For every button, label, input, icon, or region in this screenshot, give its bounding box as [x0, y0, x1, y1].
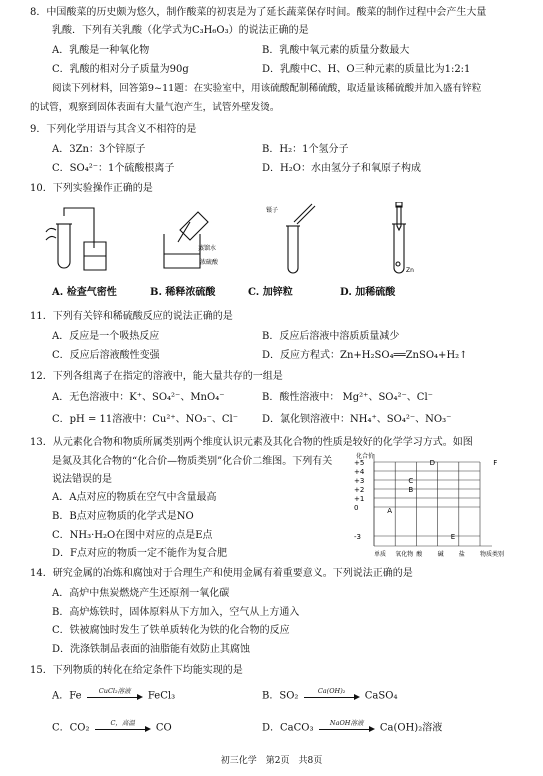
q8-option-a: A．乳酸是一种氧化物: [52, 45, 150, 56]
airtightness-apparatus-icon: [46, 208, 106, 270]
q11-option-d: D．反应方程式：Zn+H₂SO₄══ZnSO₄+H₂↑: [262, 350, 468, 361]
q13-option-b: B．B点对应物质的化学式是NO: [52, 511, 194, 522]
q9-option-c: C．SO₄²⁻：1个硫酸根离子: [52, 163, 175, 174]
chart-point-label: D: [429, 459, 435, 467]
q14-option-b: B．高炉炼铁时，固体原料从下方加入，空气从上方通入: [52, 607, 300, 618]
q15-option-b: B．SO₂ Ca(OH)₂ CaSO₄: [262, 687, 398, 702]
y-tick-label: +4: [354, 468, 365, 476]
reading-line1: 阅读下列材料，回答第9~11题：在实验室中，用该硫酸配制稀硫酸，取适量该稀硫酸并加入盛有锌粒: [52, 83, 482, 94]
q11-option-b: B．反应后溶液中溶质质量减少: [262, 331, 400, 342]
reaction-arrow-icon: C，高温: [93, 721, 153, 735]
q10-option-b: B. 稀释浓硫酸: [150, 287, 216, 298]
label-conc-acid: 浓硫酸: [200, 259, 219, 266]
q13-option-a: A．A点对应的物质在空气中含量最高: [52, 492, 217, 503]
y-tick-label: +1: [354, 495, 365, 503]
q15-option-a: A．Fe CuCl₂溶液 FeCl₃: [52, 687, 176, 702]
y-tick-label: +5: [354, 459, 365, 467]
q15-option-c: C．CO₂ C，高温 CO: [52, 719, 172, 734]
q15-option-d: D．CaCO₃ NaOH溶液 Ca(OH)₂溶液: [262, 719, 443, 734]
chart-point-label: E: [450, 533, 456, 541]
q10-stem: 10．下列实验操作正确的是: [30, 183, 153, 194]
q9-option-a: A．3Zn：3个锌原子: [52, 144, 146, 155]
chart-point-label: B: [408, 486, 414, 494]
q8-stem-line2: 乳酸．下列有关乳酸（化学式为C₃H₆O₃）的说法正确的是: [52, 25, 309, 36]
y-tick-label: +2: [354, 486, 365, 494]
x-tick-label: 碱: [437, 551, 444, 558]
q14-stem: 14．研究金属的冶炼和腐蚀对于合理生产和使用金属有着重要意义。下列说法正确的是: [30, 568, 413, 579]
acid-dropper-icon: [392, 202, 406, 273]
q8-stem-line1: 8．中国酸菜的历史颇为悠久，制作酸菜的初衷是为了延长蔬菜保存时间。酸菜的制作过程中会产生大量: [30, 7, 487, 18]
zinc-addition-icon: [286, 204, 315, 273]
q10-apparatus-figure: [40, 202, 510, 280]
q11-stem: 11．下列有关锌和稀硫酸反应的说法正确的是: [30, 311, 233, 322]
y-tick-label: 0: [354, 504, 359, 512]
q13-option-d: D．F点对应的物质一定不能作为复合肥: [52, 548, 227, 559]
q9-option-d: D．H₂O：水由氢分子和氧原子构成: [262, 163, 421, 174]
q8-option-d: D．乳酸中C、H、O三种元素的质量比为1:2:1: [262, 64, 471, 75]
reaction-arrow-icon: Ca(OH)₂: [302, 689, 362, 703]
q14-option-c: C．铁被腐蚀时发生了铁单质转化为铁的化合物的反应: [52, 625, 290, 636]
q13-stem-line3: 说法错误的是: [52, 474, 112, 485]
q13-option-c: C．NH₃·H₂O在图中对应的点是E点: [52, 530, 213, 541]
label-tweezers: 镊子: [266, 207, 279, 214]
q12-option-d: D．氯化钡溶液中：NH₄⁺、SO₄²⁻、NO₃⁻: [262, 414, 452, 425]
q14-option-a: A．高炉中焦炭燃烧产生还原剂一氧化碳: [52, 588, 230, 599]
chart-point-label: F: [493, 459, 498, 467]
q12-option-c: C．pH = 11溶液中：Cu²⁺、NO₃⁻、Cl⁻: [52, 414, 238, 425]
q8-option-b: B．乳酸中氧元素的质量分数最大: [262, 45, 410, 56]
valence-class-chart: [350, 450, 510, 560]
q10-option-a: A. 检查气密性: [52, 287, 117, 298]
reading-line2: 的试管，观察到固体表面有大量气泡产生，试管外壁发烫。: [30, 102, 280, 113]
x-tick-label: 氧化物: [395, 551, 414, 558]
q14-option-d: D．洗涤铁制品表面的油脂能有效防止其腐蚀: [52, 644, 251, 655]
q11-option-a: A．反应是一个吸热反应: [52, 331, 160, 342]
q15-stem: 15．下列物质的转化在给定条件下均能实现的是: [30, 665, 243, 676]
page-footer: 初三化学 第2页 共8页: [220, 756, 323, 766]
q9-option-b: B．H₂：1个氢分子: [262, 144, 349, 155]
x-tick-label: 单质: [374, 551, 387, 558]
q8-option-c: C．乳酸的相对分子质量为90g: [52, 64, 189, 75]
x-tick-label: 盐: [458, 551, 465, 558]
q10-option-c: C. 加锌粒: [248, 287, 293, 298]
x-tick-label: 酸: [416, 551, 423, 558]
y-tick-label: -3: [354, 533, 361, 541]
q13-stem-line2: 是氮及其化合物的“化合价—物质类别”化合价二维图。下列有关: [52, 456, 333, 467]
q11-option-c: C．反应后溶液酸性变强: [52, 350, 160, 361]
label-zn: Zn: [406, 267, 414, 274]
q10-option-d: D. 加稀硫酸: [340, 287, 396, 298]
q9-stem: 9．下列化学用语与其含义不相符的是: [30, 124, 197, 135]
q13-stem-line1: 13．从元素化合物和物质所属类别两个维度认识元素及其化合物的性质是较好的化学学习方式。如图: [30, 437, 473, 448]
q12-stem: 12．下列各组离子在指定的溶液中，能大量共存的一组是: [30, 371, 283, 382]
chart-point-label: A: [387, 507, 392, 515]
label-distilled-water: 蒸馏水: [198, 245, 217, 252]
reaction-arrow-icon: CuCl₂溶液: [85, 689, 145, 703]
x-tick-label: 物质类别: [480, 551, 505, 558]
chart-point-label: C: [408, 477, 414, 485]
q12-option-b: B．酸性溶液中： Mg²⁺、SO₄²⁻、Cl⁻: [262, 392, 433, 403]
q12-option-a: A．无色溶液中：K⁺、SO₄²⁻、MnO₄⁻: [52, 392, 225, 403]
y-tick-label: +3: [354, 477, 365, 485]
chart-ylabel: 化合价: [356, 453, 375, 460]
reaction-arrow-icon: NaOH溶液: [317, 721, 377, 735]
